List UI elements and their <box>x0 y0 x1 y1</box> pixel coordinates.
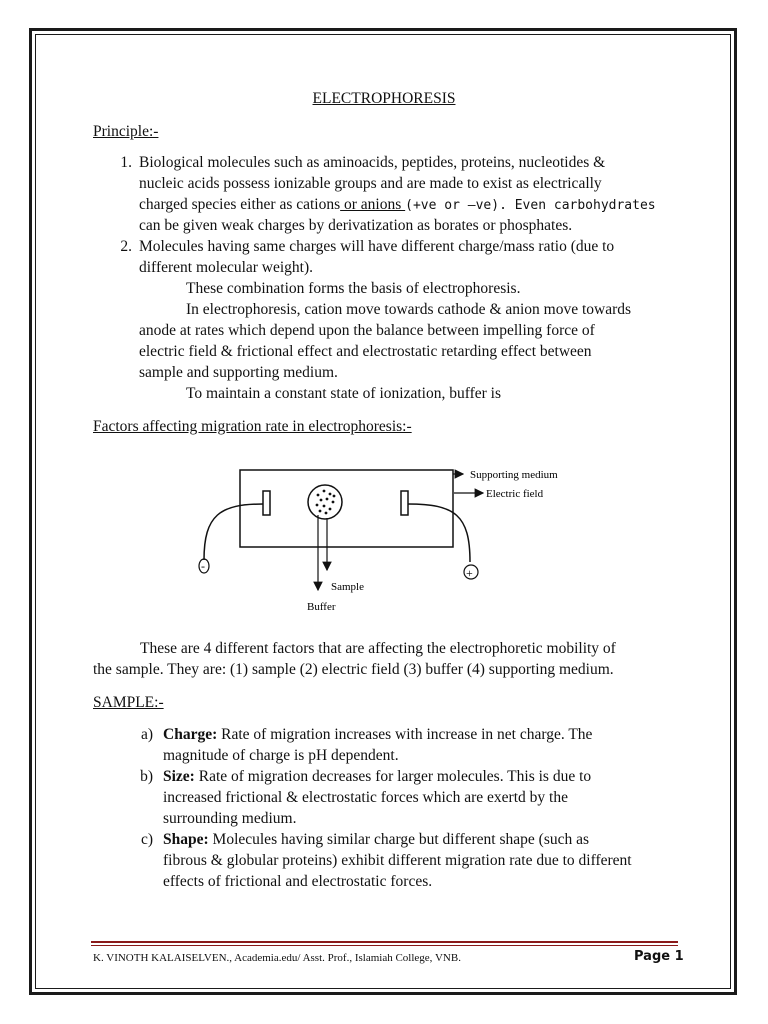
sample-label-b: b) <box>140 768 153 785</box>
item1-line2: nucleic acids possess ionizable groups and are made to exist as electrically <box>139 175 602 192</box>
footer-author: K. VINOTH KALAISELVEN., Academia.edu/ Asst. Prof., Islamiah College, VNB. <box>93 952 461 964</box>
anode-wire <box>408 504 470 562</box>
factors-intro-line1: These are 4 different factors that are affecting the electrophoretic mobility of <box>140 640 616 657</box>
label-sample: Sample <box>331 581 364 593</box>
item2-line1: Molecules having same charges will have different charge/mass ratio (due to <box>139 238 615 255</box>
sample-b-line3: surrounding medium. <box>163 810 297 827</box>
principle-para-1: These combination forms the basis of electrophoresis. <box>186 280 521 297</box>
cathode-wire <box>204 504 263 560</box>
plus-sign: + <box>466 566 473 580</box>
principle-para-2-line3: electric field & frictional effect and electrostatic retarding effect between <box>139 343 592 360</box>
principle-para-2-line4: sample and supporting medium. <box>139 364 338 381</box>
footer-rule-thick <box>91 941 678 943</box>
sample-b-line1: Size: Rate of migration decreases for larger molecules. This is due to <box>163 768 592 785</box>
sample-a-line1: Charge: Rate of migration increases with increase in net charge. The <box>163 726 593 743</box>
minus-sign: - <box>201 559 205 573</box>
principle-para-2-line2: anode at rates which depend upon the balance between impelling force of <box>139 322 595 339</box>
label-electric-field: Electric field <box>486 488 544 500</box>
item1-line3: charged species either as cations or anions (+ve or —ve). Even carbohydrates <box>139 196 656 213</box>
anode-electrode <box>401 491 408 515</box>
principle-para-3: To maintain a constant state of ionization, buffer is <box>186 385 502 402</box>
sample-c-line3: effects of frictional and electrostatic forces. <box>163 873 433 890</box>
sample-label-c: c) <box>140 831 153 848</box>
label-buffer: Buffer <box>307 601 336 613</box>
page-number: Page 1 <box>634 949 684 964</box>
footer-rule-thin <box>91 945 678 946</box>
item2-line2: different molecular weight). <box>139 259 314 276</box>
page-title: ELECTROPHORESIS <box>312 90 456 107</box>
sample-c-line1: Shape: Molecules having similar charge but different shape (such as <box>163 831 590 848</box>
sample-c-line2: fibrous & globular proteins) exhibit different migration rate due to different <box>163 852 632 869</box>
cathode-electrode <box>263 491 270 515</box>
item1-line4: can be given weak charges by derivatization as borates or phosphates. <box>139 217 573 234</box>
principle-heading: Principle:- <box>93 123 159 140</box>
sample-particles <box>316 490 336 515</box>
electrophoresis-diagram <box>190 458 590 618</box>
sample-heading: SAMPLE:- <box>93 694 164 711</box>
label-supporting-medium: Supporting medium <box>470 469 558 481</box>
principle-para-2-line1: In electrophoresis, cation move towards cathode & anion move towards <box>186 301 632 318</box>
sample-a-line2: magnitude of charge is pH dependent. <box>163 747 399 764</box>
electrophoresis-chamber <box>240 470 453 547</box>
factors-heading: Factors affecting migration rate in electrophoresis:- <box>93 418 412 435</box>
list-number-2: 2. <box>120 238 132 255</box>
item1-line1: Biological molecules such as aminoacids, peptides, proteins, nucleotides & <box>139 154 606 171</box>
sample-b-line2: increased frictional & electrostatic forces which are exertd by the <box>163 789 568 806</box>
list-number-1: 1. <box>120 154 132 171</box>
factors-intro-line2: the sample. They are: (1) sample (2) electric field (3) buffer (4) supporting medium. <box>93 661 614 678</box>
sample-label-a: a) <box>140 726 153 743</box>
